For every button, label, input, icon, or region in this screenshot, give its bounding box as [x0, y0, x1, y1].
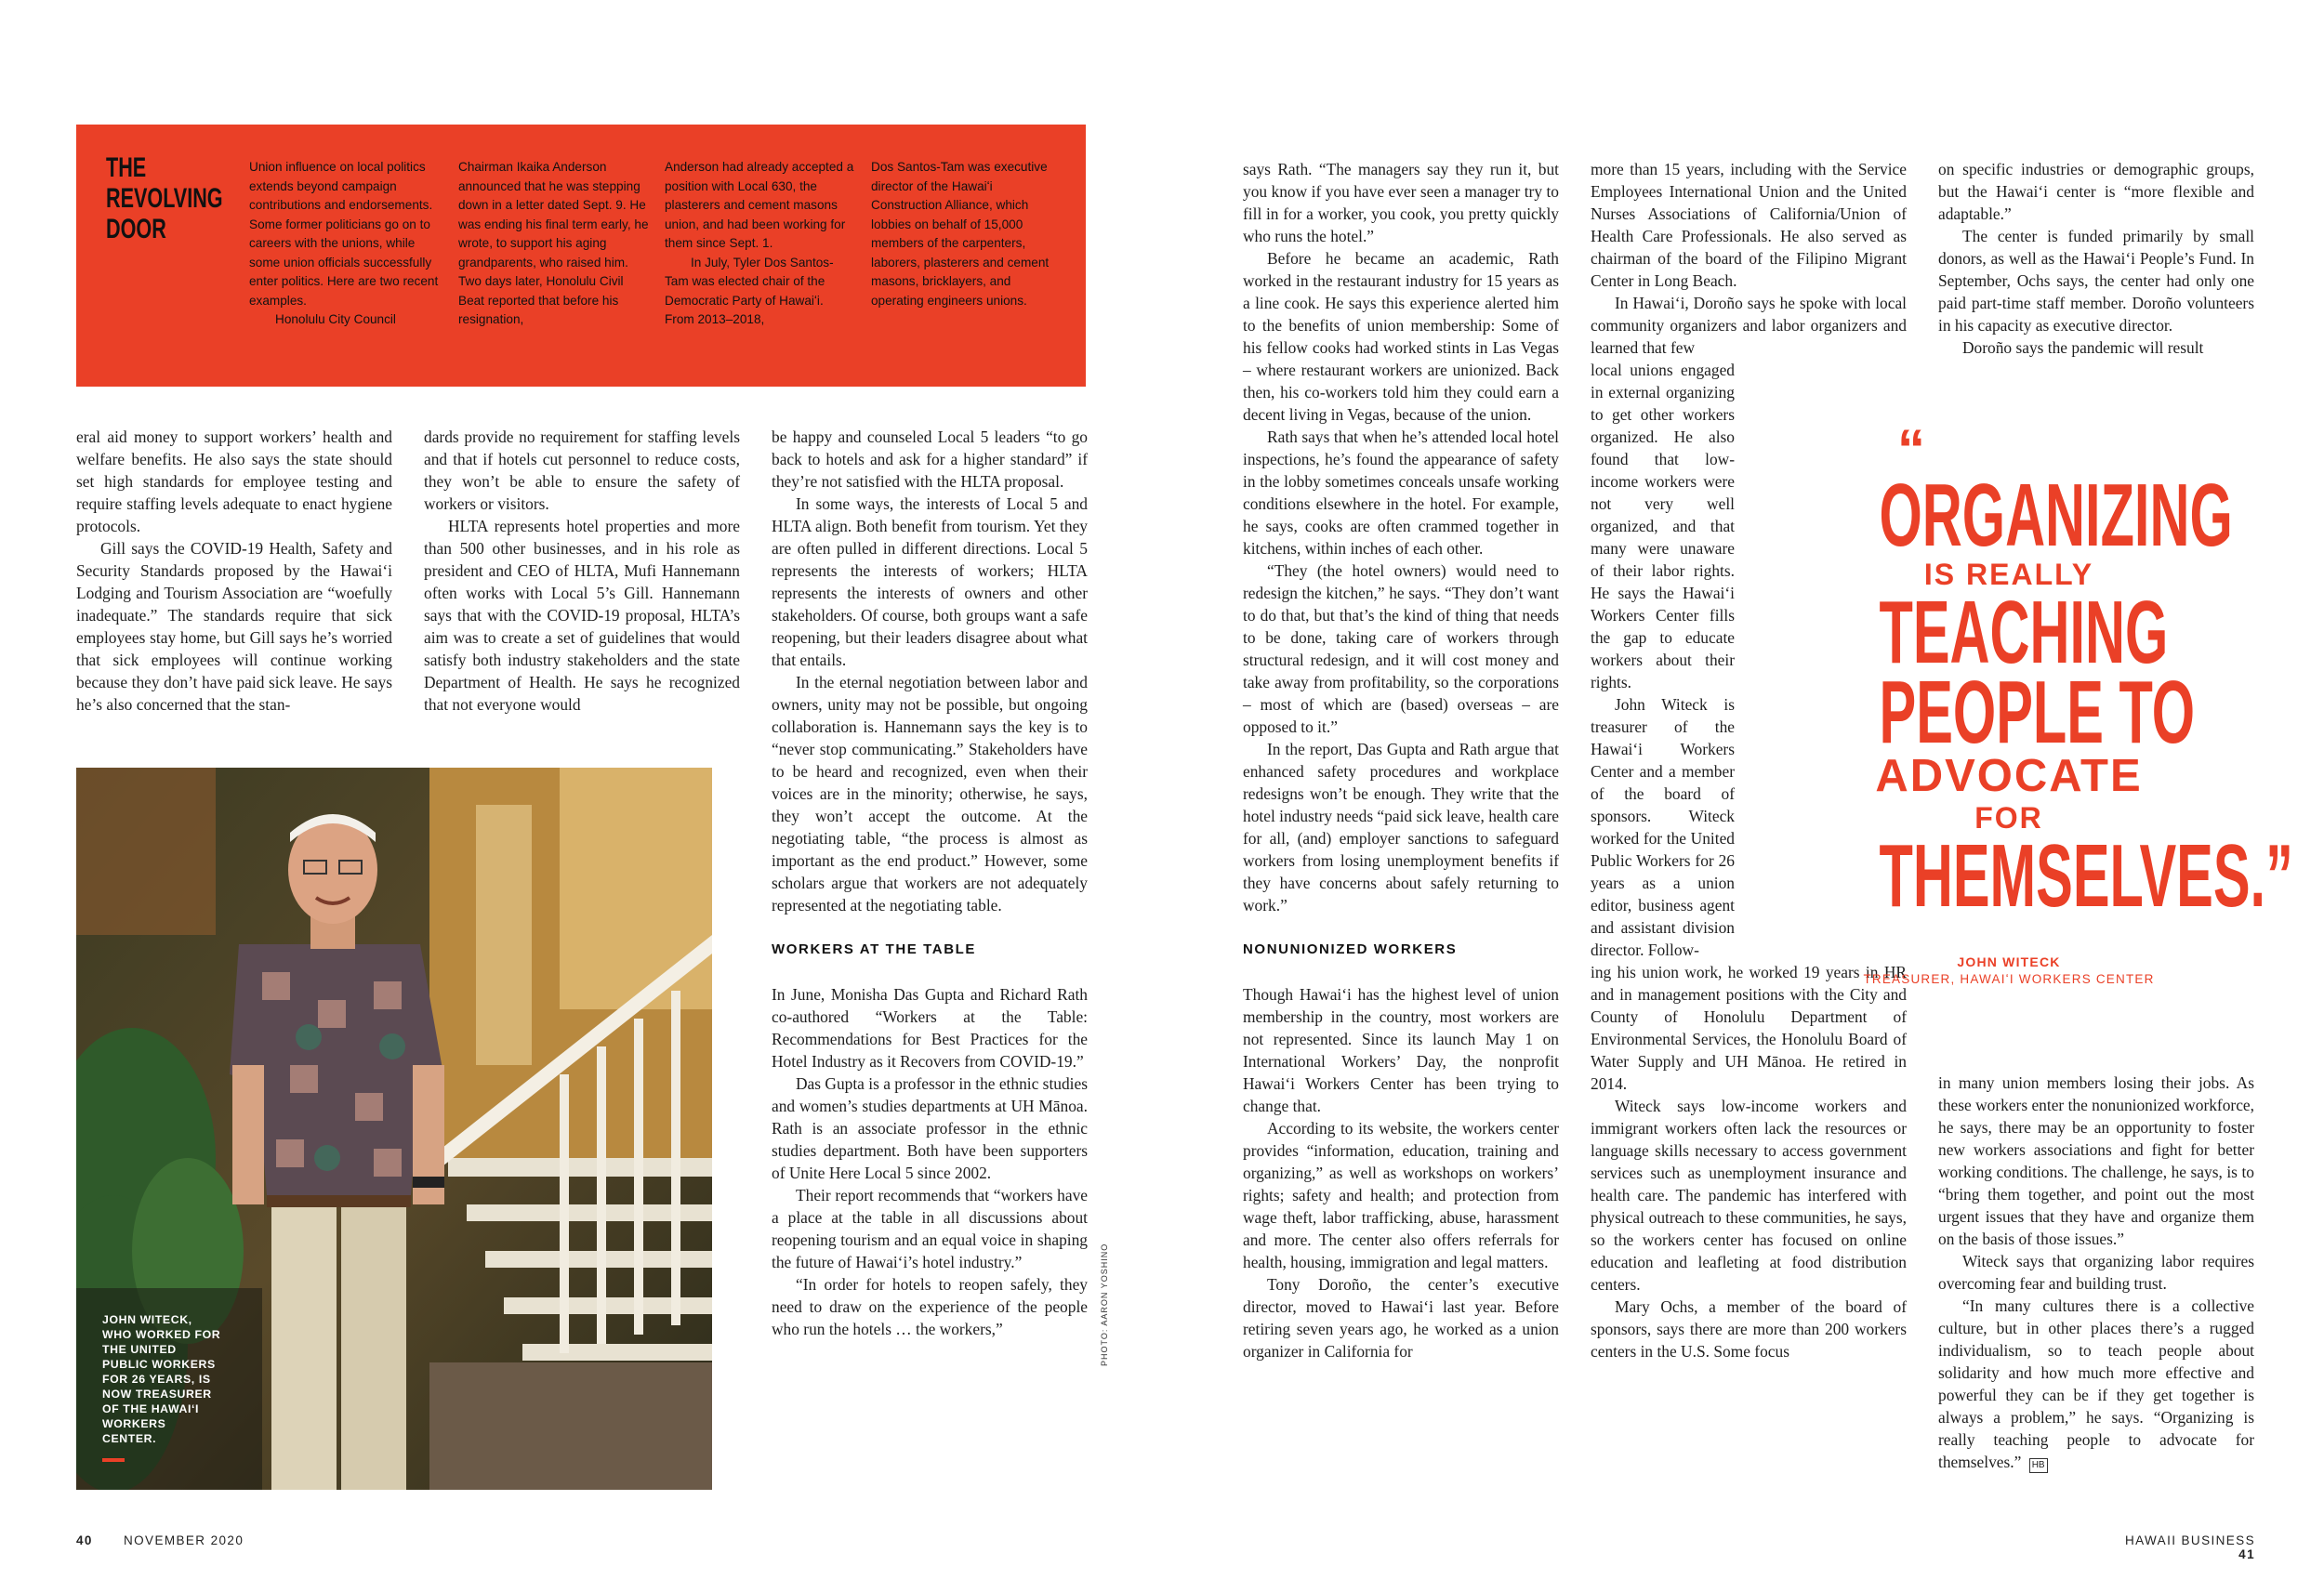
section-heading-nonunionized-workers: NONUNIONIZED WORKERS [1243, 941, 1458, 957]
page-number-left: 40 [76, 1533, 93, 1547]
sidebar-title: THE REVOLVING DOOR [106, 152, 223, 244]
right-column-3-top: on specific industries or demographic groups, but the Hawaiʻi center is “more flexible and adaptable.” The center is funded primarily by small donors, as well as the Hawaiʻi People’s Fund. In September, Ochs says, the center had only one paid part-time staff member. Doroño volunteers in his capacity as executive director. Doroño says the pandemic will result [1938, 160, 2254, 357]
pull-quote: ORGANIZING IS REALLY TEACHING PEOPLE TO ADVOCATE FOR THEMSELVES.” [1875, 466, 2293, 926]
page-number-right: 41 [2238, 1547, 2255, 1561]
magazine-title: HAWAII BUSINESS [2124, 1533, 2255, 1547]
photo-credit: PHOTO: AARON YOSHINO [1100, 1243, 1109, 1366]
pull-quote-attribution-name: JOHN WITECK [1957, 954, 2061, 969]
sidebar-column-2: Chairman Ikaika Anderson announced that he was stepping down in a letter dated Sept. 9. He was ending his final term early, he wrote, to support his aging grandparents, who raised him. Two days later, Honolulu Civil Beat reported that before his resignation, [458, 160, 649, 326]
sidebar-column-3: Anderson had already accepted a position with Local 630, the plasterers and cement masons union, and had been working for them since Sept. 1. In July, Tyler Dos Santos-Tam was elected chair of the Democratic Party of Hawaiʻi. From 2013–2018, [665, 160, 854, 326]
end-mark-icon: HB [2029, 1458, 2048, 1473]
right-column-3-bottom: in many union members losing their jobs. As these workers enter the nonunionized workforce, he says, there may be an opportunity to foster new workers associations and fight for better working conditions. The challenge, he says, is to “bring them together, and point out the most urgent issues that they have and organize them on the basis of those issues.” Witeck says that organizing labor requires overcoming fear and building trust. “In many cultures there is a collective culture, but in other places there’s a rugged individualism, so to teach people about solidarity and how much more effective and powerful they can be if they get together is always a problem,” he says. “Organizing is really teaching people to advocate for themselves.” HB [1938, 1073, 2254, 1471]
left-folio [76, 1533, 244, 1547]
right-column-2: more than 15 years, including with the Service Employees International Union and the United Nurses Associations of California/Union of Health Care Professionals. He also served as chairman of the board of the Filipino Migrant Center in Long Beach. In Hawaiʻi, Doroño says he spoke with local community organizers and labor organizers and learned that few local unions engaged in external organizing to get other workers organized. He also found that low-income workers were not very well organized, and that many were unaware of their labor rights. He says the Hawaiʻi Workers Center fills the gap to educate workers about their rights. John Witeck is treasurer of the Hawaiʻi Workers Center and a member of the board of sponsors. Witeck worked for the United Public Workers for 26 years as a union editor, business agent and assistant division director. Follow- ing his union work, he worked 19 years in HR and in management positions with the City and County of Honolulu Department of Environmental Services, the Honolulu Board of Water Supply and UH Mānoa. He retired in 2014. Witeck says low-income workers and immigrant workers often lack the resources or language skills necessary to access government services such as unemployment insurance and health care. The pandemic has interfered with physical outreach to these communities, he says, so the workers center has focused on online education and leafleting at food distribution centers. Mary Ochs, a member of the board of sponsors, says there are more than 200 workers centers in the U.S. Some focus [1591, 160, 1907, 1361]
pull-quote-attribution-role: TREASURER, HAWAIʻI WORKERS CENTER [1863, 972, 2155, 986]
issue-date: NOVEMBER 2020 [123, 1533, 244, 1547]
left-column-3: be happy and counseled Local 5 leaders “to go back to hotels and ask for a higher standard” if they’re not satisfied with the HLTA proposal. In some ways, the interests of Local 5 and HLTA align. Both benefit from tourism. Yet they are often pulled in different directions. Local 5 represents the interests of workers; HLTA represents the interests of owners and other stakeholders. Of course, both groups want a safe reopening, but their leaders disagree about what that entails. In the eternal negotiation between labor and owners, unity may not be possible, but ongoing collaboration is. Hannemann says the key is to “never stop communicating.” Stakeholders have to be heard and recognized, even when their voices are in the minority; otherwise, he says, they won’t accept the outcome. At the negotiating table, “the process is almost as important as the end product.” However, some scholars argue that workers are not adequately represented at the negotiating table. WORKERS AT THE TABLE In June, Monisha Das Gupta and Richard Rath co-authored “Workers at the Table: Recommendations for Best Practices for the Hotel Industry as it Recovers from COVID-19.” Das Gupta is a professor in the ethnic studies and women’s studies departments at UH Mānoa. Rath is an associate professor in the ethnic studies department. Both have been supporters of Unite Here Local 5 since 2002. Their report recommends that “workers have a place at the table in all discussions about reopening tourism and an equal voice in shaping the future of Hawaiʻi’s hotel industry.” “In order for hotels to reopen safely, they need to draw on the experience of the people who run the hotels … the workers,” [772, 428, 1088, 1338]
right-folio [2079, 1533, 2255, 1561]
left-column-2: dards provide no requirement for staffing levels and that if hotels cut personnel to reduce costs, they won’t be able to ensure the safety of workers or visitors. HLTA represents hotel properties and more than 500 other businesses, and in his role as president and CEO of HLTA, Mufi Hannemann often works with Local 5’s Gill. Hannemann says that with the COVID-19 proposal, HLTA’s aim was to create a set of guidelines that would satisfy both industry stakeholders and the state Department of Health. He says he recognized that not everyone would [424, 428, 740, 714]
sidebar-column-1: Union influence on local politics extends beyond campaign contributions and endorsements. Some former politicians go on to careers with the unions, while some union officials successfully enter politics. Here are two recent examples. Honolulu City Council [249, 160, 439, 326]
pull-quote-mark-icon: “ [1897, 418, 1925, 480]
right-column-1: says Rath. “The managers say they run it, but you know if you have ever seen a manager try to fill in for a worker, you cook, you pretty quickly who runs the hotel.” Before he became an academic, Rath worked in the restaurant industry for 15 years as a line cook. He says this experience alerted him to the benefits of union membership: Some of his fellow cooks had worked stints in Las Vegas – where restaurant workers are unionized. Back then, his co-workers told him they could earn a decent living in Vegas, because of the union. Rath says that when he’s attended local hotel inspections, he’s found the appearance of safety in the lobby sometimes conceals unsafe working conditions elsewhere in the hotel. For example, he says, cooks are often crammed together in kitchens, within inches of each other. “They (the hotel owners) would need to redesign the kitchen,” he says. “They don’t want to do that, but that’s the kind of thing that needs to be done, taking care of workers through structural redesign, and it will cost money and take away from profitability, so the corporations – most of which are (based) overseas – are opposed to it.” In the report, Das Gupta and Rath argue that enhanced safety procedures and workplace redesigns won’t be enough. They write that the hotel industry needs “paid sick leave, health care for all, (and) employer sanctions to safeguard workers from losing unemployment benefits if they have concerns about safely returning to work.” NONUNIONIZED WORKERS Though Hawaiʻi has the highest level of union membership in the country, most workers are not represented. Since its launch May 1 on International Workers’ Day, the nonprofit Hawaiʻi Workers Center has been trying to change that. According to its website, the workers center provides “information, education, training and organizing,” as well as workshops on workers’ rights; safety and health; and protection from wage theft, labor trafficking, abuse, harassment and more. The center also offers referrals for health, housing, immigration and legal matters. Tony Doroño, the center’s executive director, moved to Hawaiʻi last year. Before retiring seven years ago, he worked as a union organizer in California for [1243, 160, 1559, 1361]
section-heading-workers-at-the-table: WORKERS AT THE TABLE [772, 941, 977, 957]
left-column-1: eral aid money to support workers’ health and welfare benefits. He also says the state should set high standards for employee testing and require staffing levels adequate to enact hygiene protocols. Gill says the COVID-19 Health, Safety and Security Standards proposed by the Hawaiʻi Lodging and Tourism Association are “woefully inadequate.” The standards require that sick employees stay home, but Gill says he’s worried that sick employees will continue working because they don’t have paid sick leave. He says he’s also concerned that the stan- [76, 428, 392, 714]
portrait-photo [76, 768, 712, 1490]
narrow-text-block: local unions engaged in external organizing to get other workers organized. He also found that low-income workers were not very well organized, and that many were unaware of their labor rights. He says the Hawaiʻi Workers Center fills the gap to educate workers about their rights. John Witeck is treasurer of the Hawaiʻi Workers Center and a member of the board of sponsors. Witeck worked for the United Public Workers for 26 years as a union editor, business agent and assistant division director. Follow- [1591, 361, 1735, 959]
revolving-door-sidebar [76, 125, 1086, 387]
sidebar-column-4: Dos Santos-Tam was executive director of the Hawaiʻi Construction Alliance, which lobbies on behalf of 15,000 members of the carpenters, laborers, plasterers and cement masons, bricklayers, and operating engineers unions. [871, 160, 1050, 308]
caption-rule [102, 1458, 125, 1462]
photo-caption: JOHN WITECK, WHO WORKED FOR THE UNITED PUBLIC WORKERS FOR 26 YEARS, IS NOW TREASURER OF THE HAWAIʻI WORKERS CENTER. [102, 1313, 221, 1445]
